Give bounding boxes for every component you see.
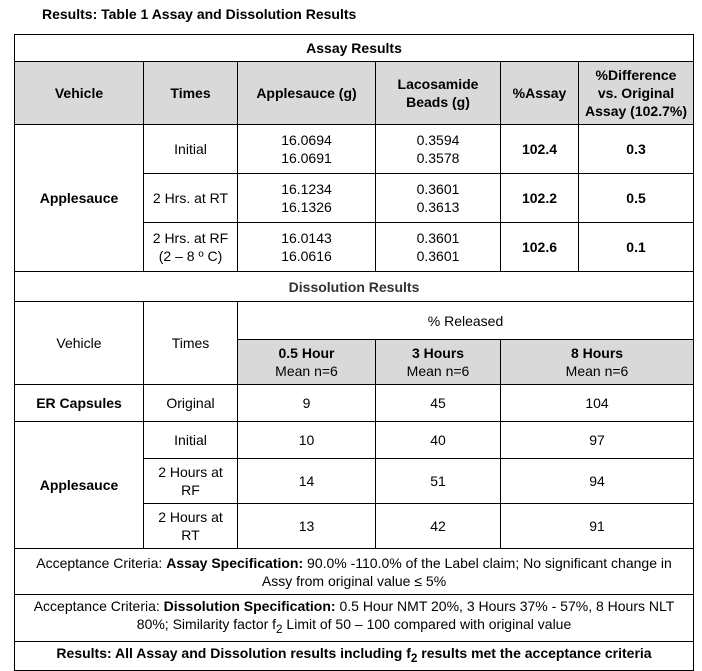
assay-time: 2 Hrs. at RT: [144, 174, 238, 223]
header-times: Times: [144, 62, 238, 125]
diss-value-8-hours: 94: [501, 459, 694, 504]
assay-difference: 0.5: [579, 174, 694, 223]
diss-time: Original: [144, 385, 238, 422]
dissolution-row: [15, 385, 694, 422]
header-difference: %Difference vs. Original Assay (102.7%): [579, 62, 694, 125]
results-table: [14, 34, 694, 671]
diss-value-half-hour: 13: [238, 504, 376, 549]
dissolution-acceptance-criteria: Acceptance Criteria: Dissolution Specification: 0.5 Hour NMT 20%, 3 Hours 37% - 57%, 8 Hours NLT 80%; Similarity factor $f_2$ Limit of 50 – 100 compared with original value: [15, 595, 694, 642]
assay-beads-values: 0.3594 0.3578: [376, 125, 501, 174]
diss-value-3-hours: 51: [376, 459, 501, 504]
results-summary: Results: All Assay and Dissolution results including $f_2$ results met the acceptance criteria: [15, 641, 694, 670]
assay-section-title: Assay Results: [15, 35, 694, 62]
diss-time: 2 Hours at RT: [144, 504, 238, 549]
header-lacosamide-beads: Lacosamide Beads (g): [376, 62, 501, 125]
diss-header-3-hours: 3 Hours Mean n=6: [376, 340, 501, 385]
assay-applesauce-values: 16.1234 16.1326: [238, 174, 376, 223]
assay-applesauce-values: 16.0143 16.0616: [238, 223, 376, 272]
assay-row: [15, 125, 694, 174]
assay-difference: 0.1: [579, 223, 694, 272]
diss-header-8-hours: 8 Hours Mean n=6: [501, 340, 694, 385]
diss-value-3-hours: 40: [376, 422, 501, 459]
diss-value-8-hours: 104: [501, 385, 694, 422]
dissolution-row: [15, 422, 694, 459]
dissolution-section-title: Dissolution Results: [15, 272, 694, 302]
assay-percent: 102.4: [501, 125, 579, 174]
assay-header-row: [15, 62, 694, 125]
diss-value-8-hours: 97: [501, 422, 694, 459]
header-applesauce: Applesauce (g): [238, 62, 376, 125]
diss-time: 2 Hours at RF: [144, 459, 238, 504]
diss-value-3-hours: 42: [376, 504, 501, 549]
table-caption: Results: Table 1 Assay and Dissolution Results: [42, 6, 357, 22]
diss-value-half-hour: 9: [238, 385, 376, 422]
assay-beads-values: 0.3601 0.3613: [376, 174, 501, 223]
assay-time: 2 Hrs. at RF (2 – 8 º C): [144, 223, 238, 272]
diss-header-times: Times: [144, 302, 238, 385]
diss-er-vehicle: ER Capsules: [15, 385, 144, 422]
header-assay: %Assay: [501, 62, 579, 125]
diss-header-vehicle: Vehicle: [15, 302, 144, 385]
assay-beads-values: 0.3601 0.3601: [376, 223, 501, 272]
diss-value-half-hour: 10: [238, 422, 376, 459]
diss-value-3-hours: 45: [376, 385, 501, 422]
assay-difference: 0.3: [579, 125, 694, 174]
assay-time: Initial: [144, 125, 238, 174]
assay-applesauce-values: 16.0694 16.0691: [238, 125, 376, 174]
diss-header-released: % Released: [238, 302, 694, 340]
diss-time: Initial: [144, 422, 238, 459]
dissolution-header-row: [15, 302, 694, 340]
diss-header-half-hour: 0.5 Hour Mean n=6: [238, 340, 376, 385]
assay-percent: 102.2: [501, 174, 579, 223]
assay-percent: 102.6: [501, 223, 579, 272]
assay-acceptance-criteria: Acceptance Criteria: Assay Specification: 90.0% -110.0% of the Label claim; No significant change in Assy from original value ≤ 5%: [15, 549, 694, 595]
diss-vehicle: Applesauce: [15, 422, 144, 549]
diss-value-8-hours: 91: [501, 504, 694, 549]
diss-value-half-hour: 14: [238, 459, 376, 504]
assay-vehicle: Applesauce: [15, 125, 144, 272]
header-vehicle: Vehicle: [15, 62, 144, 125]
